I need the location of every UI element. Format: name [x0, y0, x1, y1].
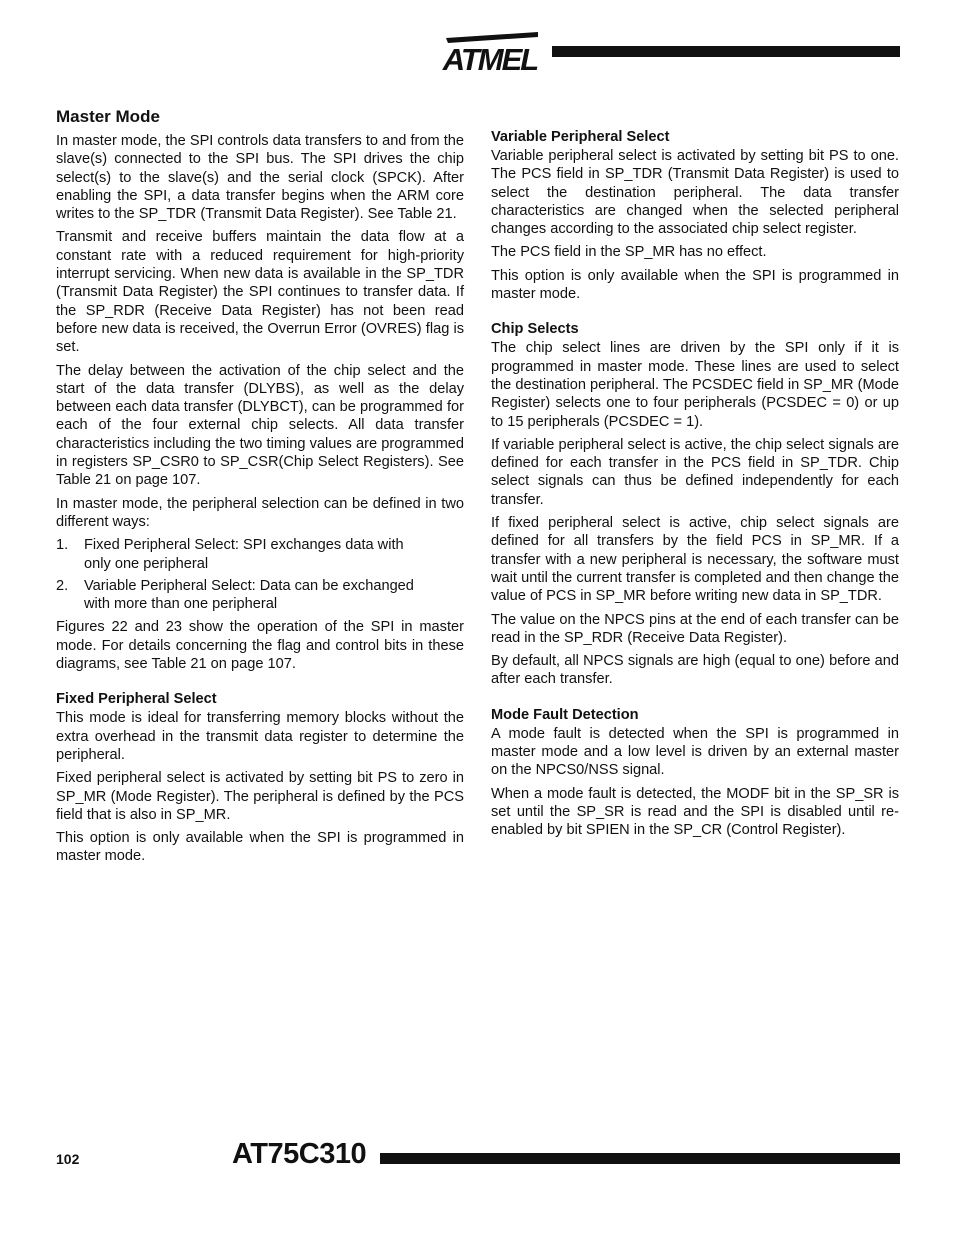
svg-text:ATMEL: ATMEL — [442, 42, 538, 76]
list-number: 1. — [56, 537, 69, 554]
paragraph: Transmit and receive buffers maintain the data flow at a constant rate with a reduced requirement for high-priority interrupt servicing. When new data is available in the SP_TDR (Transmit Data Register) the SPI continues to transfer data. If the SP_RDR (Receive Data Register) has not been read before new data is received, the Overrun Error (OVRES) flag is set. — [56, 229, 464, 356]
paragraph: This option is only available when the SPI is programmed in master mode. — [491, 267, 899, 303]
subheading-variable-peripheral-select: Variable Peripheral Select — [491, 129, 670, 145]
paragraph: When a mode fault is detected, the MODF bit in the SP_SR is set until the SP_SR is read and the SPI is disabled until re-enabled by bit SPIEN in the SP_CR (Control Register). — [491, 785, 899, 839]
right-column — [491, 128, 899, 845]
paragraph: Figures 22 and 23 show the operation of the SPI in master mode. For details concerning the flag and control bits in these diagrams, see Table 21 on page 107. — [56, 619, 464, 673]
list-item — [56, 577, 464, 614]
list-text: Fixed Peripheral Select: SPI exchanges data with only one peripheral — [84, 537, 404, 572]
page-number: 102 — [56, 1151, 80, 1167]
section-heading-master-mode: Master Mode — [56, 107, 160, 126]
paragraph: In master mode, the SPI controls data transfers to and from the slave(s) connected to the SPI bus. The SPI drives the chip select(s) to the slave(s) and the serial clock (SPCK). After enabling the SPI, a data transfer begins when the ARM core writes to the SP_TDR (Transmit Data Register). See Table 21. — [56, 133, 465, 223]
header-rule — [552, 46, 900, 57]
paragraph: Variable peripheral select is activated by setting bit PS to one. The PCS field in SP_TDR (Transmit Data Register) is used to select the destination peripheral. The data transfer characteristics are changed when the selected peripheral changes according to the associated chip select register. — [491, 148, 899, 238]
list-text: Variable Peripheral Select: Data can be exchanged with more than one peripheral — [84, 577, 414, 613]
paragraph: The chip select lines are driven by the SPI only if it is programmed in master mode. These lines are used to select the destination peripheral. The PCSDEC field in SP_MR (Mode Register) selects one to four peripherals (PCSDEC = 0) or up to 15 peripherals (PCSDEC = 1). — [491, 340, 899, 430]
paragraph: The delay between the activation of the chip select and the start of the data transfer (DLYBS), as well as the delay between each data transfer (DLYBCT), can be programmed for each of the four external chip selects. All data transfer characteristics including the two timing values are programmed in registers SP_CSR0 to SP_CSR(Chip Select Registers). See Table 21 on page 107. — [56, 362, 464, 489]
list-item — [56, 536, 464, 573]
document-title: AT75C310 — [232, 1138, 367, 1170]
peripheral-selection-list — [56, 536, 464, 613]
paragraph: In master mode, the peripheral selection can be defined in two different ways: — [56, 495, 464, 530]
paragraph: This mode is ideal for transferring memory blocks without the extra overhead in the transmit data register to determine the peripheral. — [56, 710, 464, 763]
paragraph: If variable peripheral select is active, the chip select signals are defined for each transfer in the PCS field in SP_TDR. Chip select signals can thus be defined independently for each transfer. — [491, 436, 899, 508]
paragraph: The PCS field in the SP_MR has no effect. — [491, 244, 767, 261]
footer-rule — [380, 1153, 900, 1164]
paragraph: This option is only available when the SPI is programmed in master mode. — [56, 830, 464, 865]
subheading-chip-selects: Chip Selects — [491, 321, 579, 338]
paragraph: If fixed peripheral select is active, chip select signals are defined for all transfers by the field PCS in SP_MR. If a transfer with a new peripheral is necessary, the software must wait until the current transfer is completed and then change the value of PCS in SP_MR before writing new data in SP_TDR. — [491, 515, 899, 605]
list-number: 2. — [56, 577, 69, 594]
paragraph: The value on the NPCS pins at the end of each transfer can be read in the SP_RDR (Receive Data Register). — [491, 611, 899, 646]
paragraph: A mode fault is detected when the SPI is programmed in master mode and a low level is driven by an external master on the NPCS0/NSS signal. — [491, 725, 899, 779]
subheading-mode-fault-detection: Mode Fault Detection — [491, 706, 639, 723]
atmel-logo — [440, 28, 540, 76]
left-column — [56, 106, 464, 871]
paragraph: By default, all NPCS signals are high (equal to one) before and after each transfer. — [491, 653, 899, 688]
paragraph: Fixed peripheral select is activated by setting bit PS to zero in SP_MR (Mode Register). The peripheral is defined by the PCS field that is also in SP_MR. — [56, 770, 464, 823]
subheading-fixed-peripheral-select: Fixed Peripheral Select — [56, 691, 217, 708]
